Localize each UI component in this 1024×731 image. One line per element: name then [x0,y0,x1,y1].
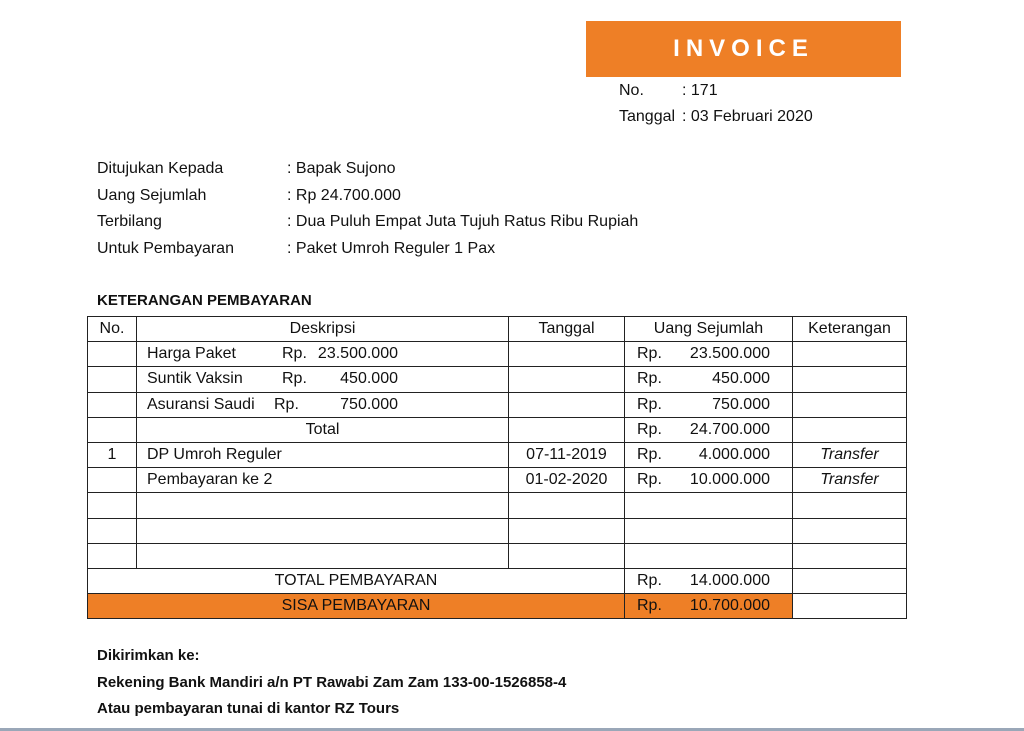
info-label: Ditujukan Kepada [97,160,224,177]
cell-empty [137,493,509,518]
total-row [88,417,907,442]
table-row [88,367,907,392]
total-amount-cell [625,417,793,442]
amount-value: 23.500.000 [689,345,770,363]
cell-empty [137,518,509,543]
item-currency: Rp. [282,345,307,363]
header-date: Tanggal [509,317,625,342]
cell-description [137,342,509,367]
total-payment-label: TOTAL PEMBAYARAN [88,568,625,593]
item-value: 23.500.000 [317,345,398,363]
cell-description [137,367,509,392]
header-no: No. [88,317,137,342]
payment-amount-cell [625,442,793,467]
invoice-number-value: : 171 [682,82,718,99]
info-value: : Dua Puluh Empat Juta Tujuh Ratus Ribu Rupiah [287,213,639,230]
cell-empty [88,493,137,518]
total-payment-amount: 14.000.000 [689,571,770,589]
amount-value: 450.000 [712,370,770,388]
cell-empty [509,493,625,518]
cell-date [509,342,625,367]
amount-value: 750.000 [712,395,770,413]
cell-empty [88,543,137,568]
header-description: Deskripsi [137,317,509,342]
amount-currency: Rp. [637,395,662,413]
payment-note: Transfer [793,468,907,493]
total-payment-amount-cell [625,568,793,593]
cell-empty [88,518,137,543]
payment-table [87,316,907,619]
empty-row [88,493,907,518]
payment-no [88,468,137,493]
info-row-recipient [97,160,797,187]
total-currency: Rp. [637,420,662,438]
remaining-amount-cell [625,594,793,619]
cell-amount [625,342,793,367]
info-value: : Rp 24.700.000 [287,186,401,204]
item-name: Harga Paket [147,345,236,363]
payment-description: DP Umroh Reguler [137,442,509,467]
cell-empty [625,493,793,518]
table-row [88,442,907,467]
total-amount: 24.700.000 [689,420,770,438]
payment-currency: Rp. [637,446,662,464]
amount-currency: Rp. [637,345,662,363]
item-currency: Rp. [274,395,299,413]
cell-no [88,392,137,417]
item-value: 450.000 [340,370,398,388]
item-name: Suntik Vaksin [147,370,243,388]
cell-no [88,367,137,392]
info-label: Uang Sejumlah [97,186,207,204]
payment-amount: 4.000.000 [698,446,770,464]
cell-note [793,342,907,367]
info-label: Untuk Pembayaran [97,239,234,257]
total-label: Total [137,417,509,442]
footer-line: Dikirimkan ke: [97,647,200,664]
remaining-currency: Rp. [637,597,662,615]
payment-date: 07-11-2019 [509,442,625,467]
invoice-title-banner: INVOICE [586,21,901,77]
header-amount: Uang Sejumlah [625,317,793,342]
table-header-row [88,317,907,342]
amount-currency: Rp. [637,370,662,388]
cell-date [509,367,625,392]
table-row [88,342,907,367]
payment-description: Pembayaran ke 2 [137,468,509,493]
cell-note [793,417,907,442]
empty-row [88,518,907,543]
payment-instructions [97,647,566,727]
cell-no [88,417,137,442]
cell-date [509,392,625,417]
cell-empty [793,594,907,619]
info-row-spelled [97,213,797,240]
invoice-date-value: : 03 Februari 2020 [682,108,813,125]
payment-date: 01-02-2020 [509,468,625,493]
info-row-amount [97,187,797,214]
remaining-amount: 10.700.000 [689,597,770,615]
cell-empty [625,543,793,568]
remaining-label: SISA PEMBAYARAN [88,594,625,619]
cell-empty [137,543,509,568]
payment-no: 1 [88,442,137,467]
cell-empty [793,518,907,543]
cell-empty [625,518,793,543]
payment-note: Transfer [793,442,907,467]
item-currency: Rp. [282,370,307,388]
cell-description [137,392,509,417]
table-row [88,468,907,493]
empty-row [88,543,907,568]
cell-amount [625,392,793,417]
header-note: Keterangan [793,317,907,342]
table-row [88,392,907,417]
footer-line: Atau pembayaran tunai di kantor RZ Tours [97,700,400,717]
payment-currency: Rp. [637,471,662,489]
payment-amount-cell [625,468,793,493]
info-row-purpose [97,240,797,267]
cell-date [509,417,625,442]
cell-no [88,342,137,367]
info-value: : Paket Umroh Reguler 1 Pax [287,239,496,257]
cell-empty [793,543,907,568]
remaining-row [88,594,907,619]
item-value: 750.000 [340,395,398,413]
cell-empty [793,493,907,518]
section-title: KETERANGAN PEMBAYARAN [97,292,312,309]
cell-amount [625,367,793,392]
invoice-info [97,160,797,266]
cell-note [793,367,907,392]
cell-empty [509,518,625,543]
cell-empty [793,568,907,593]
invoice-date-label: Tanggal [619,108,676,125]
info-value: : Bapak Sujono [287,160,396,177]
cell-note [793,392,907,417]
footer-line: Rekening Bank Mandiri a/n PT Rawabi Zam Zam 133-00-1526858-4 [97,673,567,691]
info-label: Terbilang [97,213,162,230]
payment-amount: 10.000.000 [689,471,770,489]
item-name: Asuransi Saudi [147,395,255,413]
total-payment-row [88,568,907,593]
total-payment-currency: Rp. [637,571,662,589]
invoice-number-label: No. [619,82,644,99]
cell-empty [509,543,625,568]
